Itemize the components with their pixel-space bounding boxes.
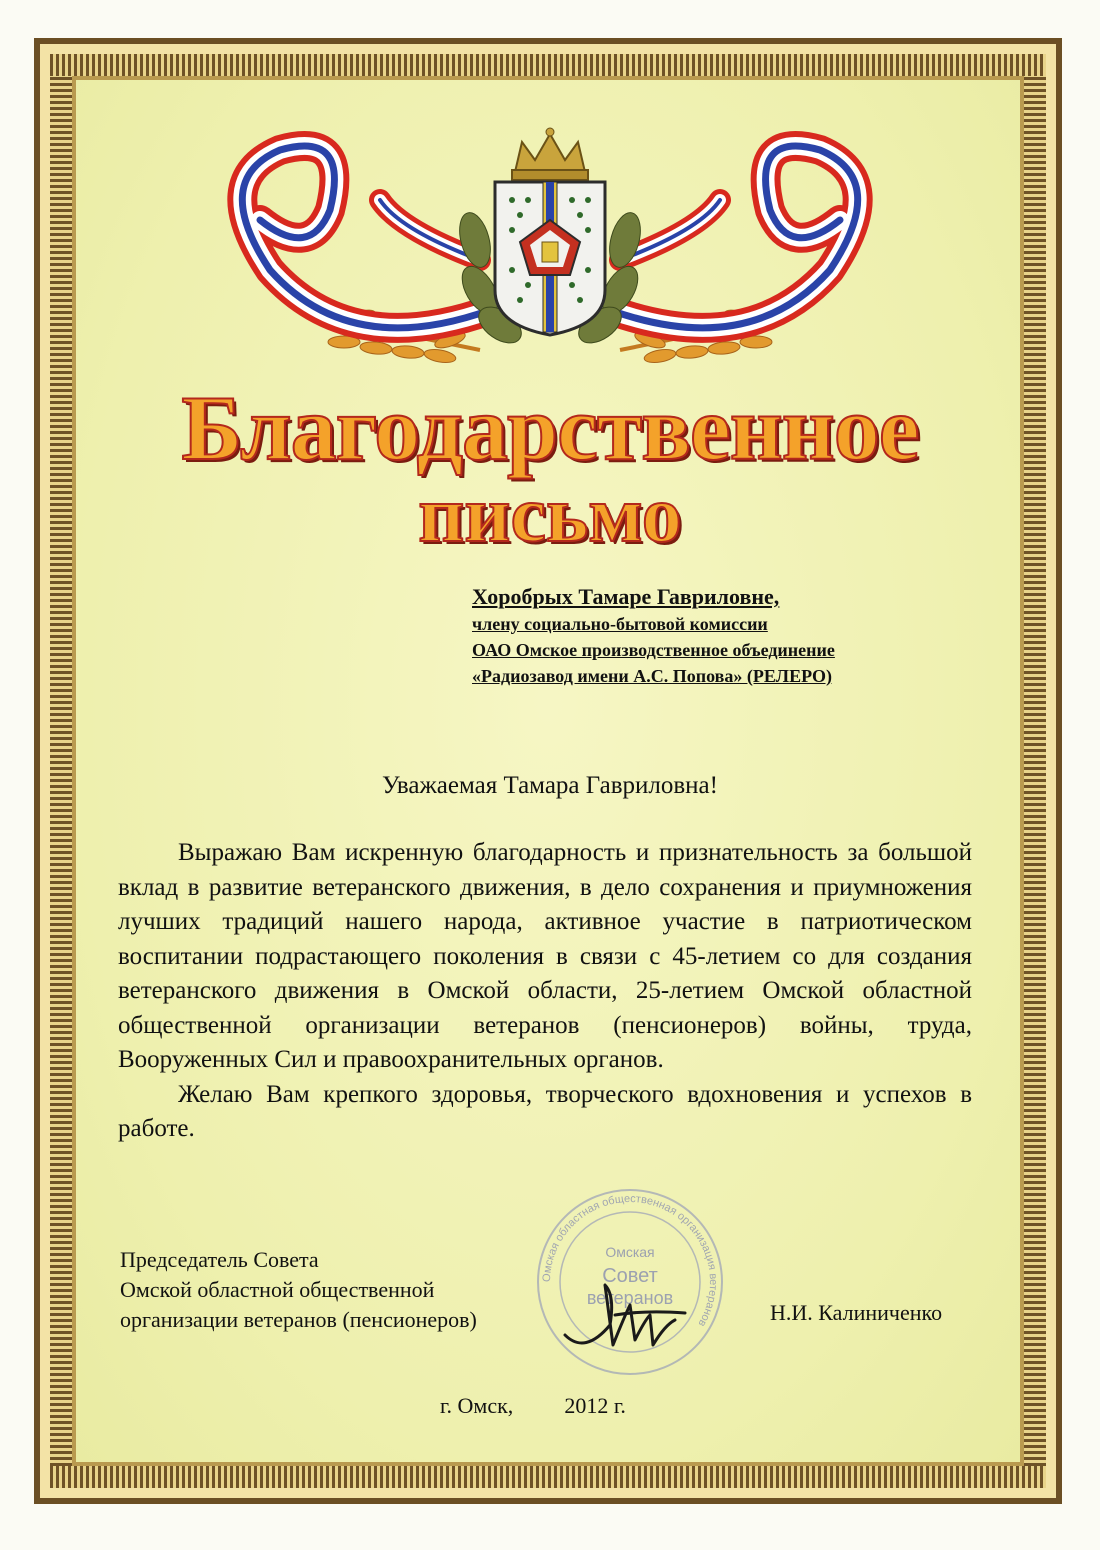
signer-line-1: Председатель Совета: [120, 1247, 319, 1272]
ribbon-right-icon: [610, 146, 858, 328]
title-line-2: письмо: [418, 471, 682, 559]
coat-of-arms-emblem: [150, 120, 950, 380]
signer-title: [120, 1245, 560, 1335]
shield-icon: [495, 182, 605, 335]
signer-line-2: Омской областной общественной: [120, 1277, 435, 1302]
addressee-line-3: «Радиозавод имени А.С. Попова» (РЕЛЕРО): [472, 666, 832, 686]
addressee-block: [472, 583, 992, 689]
ribbon-left-icon: [242, 146, 490, 328]
frame-pattern-top: [50, 54, 1046, 76]
place-and-date: [440, 1393, 626, 1419]
greeting: Уважаемая Тамара Гавриловна!: [382, 772, 718, 799]
signer-line-3: организации ветеранов (пенсионеров): [120, 1307, 477, 1332]
place: г. Омск,: [440, 1393, 514, 1418]
addressee-line-2: ОАО Омское производственное объединение: [472, 640, 835, 660]
stamp-line-2: Совет: [602, 1265, 658, 1287]
signature-icon: [555, 1275, 695, 1365]
addressee-line-1: члену социально-бытовой комиссии: [472, 614, 768, 634]
frame-pattern-right: [1024, 76, 1046, 1466]
signer-name: Н.И. Калиниченко: [770, 1300, 943, 1325]
stamp-line-1: Омская: [605, 1244, 655, 1260]
crown-icon: [512, 128, 588, 180]
frame-pattern-left: [50, 76, 72, 1466]
stamp-line-3: ветеранов: [586, 1288, 674, 1308]
frame-pattern-bottom: [50, 1466, 1046, 1488]
letter-body: [118, 836, 972, 1147]
stamp-ring-text: Омская областная общественная организация ветеранов: [540, 1192, 720, 1329]
paragraph-wishes: Желаю Вам крепкого здоровья, творческого вдохновения и успехов в работе.: [118, 1080, 972, 1142]
addressee-name: Хоробрых Тамаре Гавриловне,: [472, 584, 780, 609]
date: 2012 г.: [564, 1393, 626, 1418]
title-line-1: Благодарственное: [181, 377, 919, 479]
paragraph-gratitude: Выражаю Вам искренную благодарность и признательность за большой вклад в развитие ветеранского движения, в дело сохранения и приумножения лучших традиций нашего народа, активное участие в патриотическом воспитании подрастающего поколения в связи с 45-летием со для создания ветеранского движения в Омской области, 25-летием Омской областной общественной организации ветеранов (пенсионеров) войны, труда, Вооруженных Сил и правоохранительных органов.: [118, 839, 972, 1073]
